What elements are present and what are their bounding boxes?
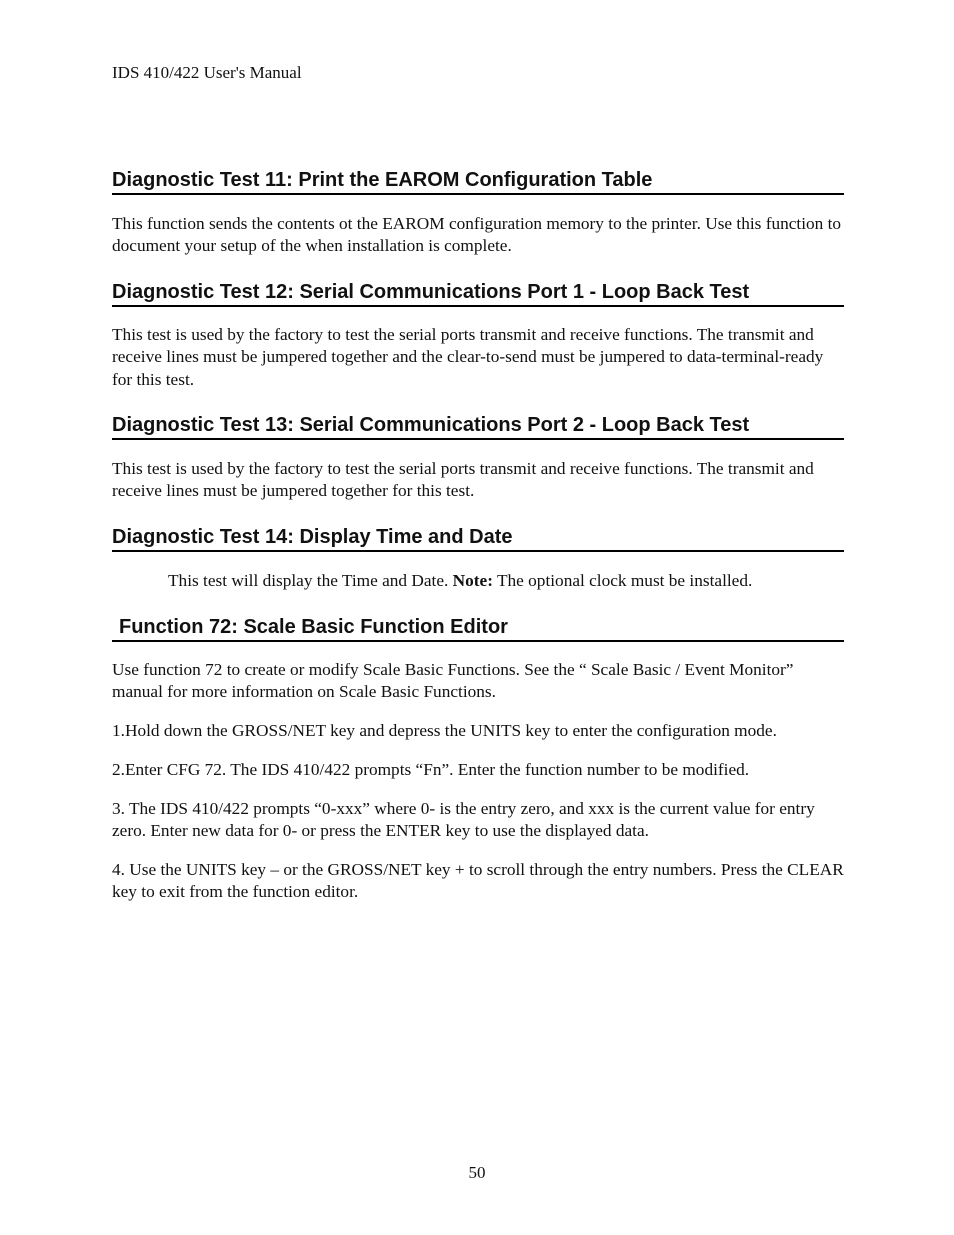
section-heading-test-13: Diagnostic Test 13: Serial Communications Port 2 - Loop Back Test — [112, 413, 844, 440]
step-1: 1.Hold down the GROSS/NET key and depress the UNITS key to enter the configuration mode. — [112, 721, 777, 740]
page-number: 50 — [468, 1163, 486, 1182]
paragraph-test-11: This function sends the contents ot the EAROM configuration memory to the printer. Use this function to document your setup of the when installation is complete. — [112, 214, 842, 256]
section-heading-test-11: Diagnostic Test 11: Print the EAROM Configuration Table — [112, 168, 844, 195]
section-heading-test-14: Diagnostic Test 14: Display Time and Date — [112, 525, 844, 552]
note-text: The optional clock must be installed. — [492, 571, 753, 590]
step-2: 2.Enter CFG 72. The IDS 410/422 prompts “Fn”. Enter the function number to be modified. — [112, 760, 750, 779]
section-heading-test-12: Diagnostic Test 12: Serial Communications Port 1 - Loop Back Test — [112, 280, 844, 307]
step-4: 4. Use the UNITS key – or the GROSS/NET key + to scroll through the entry numbers. Press the CLEAR key to exit from the function editor. — [112, 860, 844, 902]
paragraph-function-72-intro: Use function 72 to create or modify Scale Basic Functions. See the “ Scale Basic / Event Monitor” manual for more information on Scale Basic Functions. — [112, 660, 794, 702]
paragraph-test-14 — [168, 570, 848, 592]
step-3: 3. The IDS 410/422 prompts “0-xxx” where 0- is the entry zero, and xxx is the current value for entry zero. Enter new data for 0- or press the ENTER key to use the displayed data. — [112, 799, 815, 841]
note-intro-text: This test will display the Time and Date. — [168, 571, 453, 590]
paragraph-test-13: This test is used by the factory to test the serial ports transmit and receive functions. The transmit and receive lines must be jumpered together for this test. — [112, 459, 814, 501]
note-label: Note: — [452, 571, 493, 590]
paragraph-test-12: This test is used by the factory to test the serial ports transmit and receive functions. The transmit and receive lines must be jumpered together and the clear-to-send must be jumpered to data-terminal-ready for this test. — [112, 325, 824, 389]
running-header: IDS 410/422 User's Manual — [112, 63, 302, 82]
section-heading-function-72: Function 72: Scale Basic Function Editor — [112, 615, 844, 642]
